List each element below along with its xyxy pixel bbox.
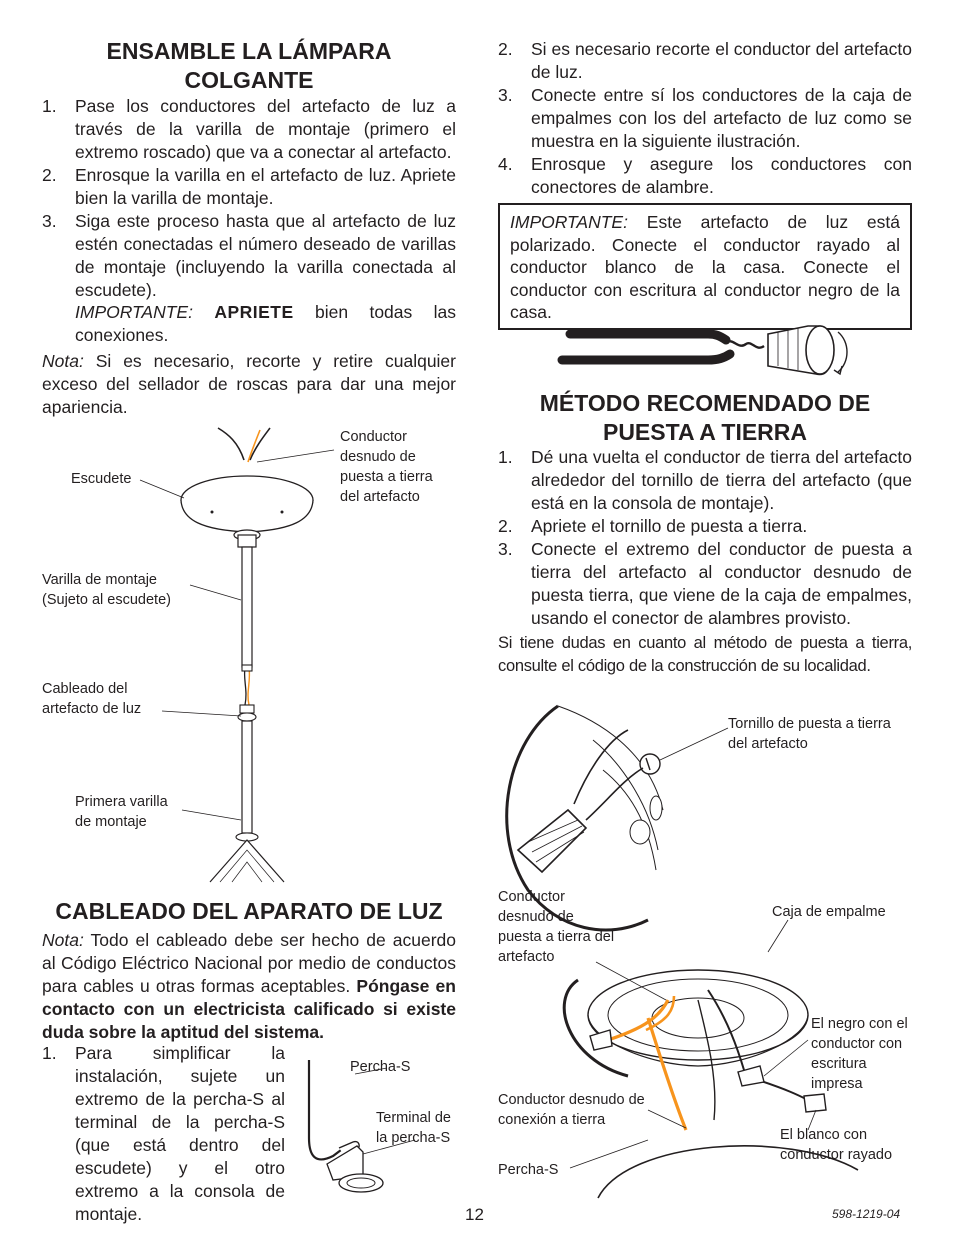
label-first-rod: Primera varilla de montaje [75, 794, 168, 830]
important-polarized-box: IMPORTANTE: Este artefacto de luz está polarizado. Conecte el conductor rayado al conductor blanco de la casa. Conecte el conductor con escritura al conductor negro de la casa. [498, 203, 912, 330]
list-item: 2. Si es necesario recorte el conductor del artefacto de luz. [498, 39, 912, 82]
label-s-hook-right: Percha-S [498, 1162, 559, 1178]
label-s-hook: Percha-S [350, 1059, 411, 1075]
label-mounting-rod: Varilla de montaje (Sujeto al escudete) [42, 572, 171, 608]
label-escudete: Escudete [71, 471, 132, 487]
list-item: 4. Enrosque y asegure los conductores con conectores de alambre. [498, 154, 912, 197]
list-item: 3. Conecte el extremo del conductor de puesta a tierra del artefacto al conductor desnudo de puesta tierra, que viene de la caja de empalmes, usando el conector de alambres provisto. [498, 539, 912, 628]
label-junction-box: Caja de empalme [772, 904, 886, 920]
list-item: 1. Pase los conductores del artefacto de luz a través de la varilla de montaje (primero el extremo roscado) que va a conectar al artefacto. [42, 96, 456, 162]
important-note: IMPORTANTE: APRIETE bien todas las conexiones. [75, 302, 456, 345]
label-ground-screw: Tornillo de puesta a tierra del artefacto [728, 716, 891, 752]
list-item: 3. Conecte entre sí los conductores de la caja de empalmes con los del artefacto de luz como se muestra en la siguiente ilustración. [498, 85, 912, 151]
label-black-wire: El negro con el conductor con escritura impresa [811, 1016, 908, 1092]
grounding-steps [498, 446, 912, 630]
wiring-steps [498, 38, 912, 199]
wire-connector-figure [558, 320, 868, 390]
list-item: 1. Dé una vuelta el conductor de tierra del artefacto alrededor del tornillo de tierra del artefacto (que está en la consola de montaje). [498, 447, 912, 513]
grounding-note: Si tiene dudas en cuanto al método de puesta a tierra, consulte el código de la construcción de su localidad. [498, 634, 912, 675]
nota-sealant: Nota: Si es necesario, recorte y retire cualquier exceso del sellador de roscas para dar una mejor apariencia. [42, 351, 456, 417]
label-s-hook-terminal: Terminal de la percha-S [376, 1110, 451, 1146]
list-item: 2. Apriete el tornillo de puesta a tierra. [498, 516, 808, 536]
page-number: 12 [465, 1205, 484, 1224]
list-item: 3. Siga este proceso hasta que al artefacto de luz estén conectadas el número deseado de varillas de montaje (incluyendo la varilla conectada al escudete). [42, 211, 456, 300]
label-bare-ground: Conductor desnudo de conexión a tierra [498, 1092, 645, 1128]
label-bare-fixture-conductor: Conductor desnudo de puesta a tierra del artefacto [498, 889, 615, 965]
document-code: 598-1219-04 [832, 1207, 901, 1221]
list-item: 2. Enrosque la varilla en el artefacto de luz. Apriete bien la varilla de montaje. [42, 165, 456, 208]
section-title-grounding: MÉTODO RECOMENDADO DE PUESTA A TIERRA [539, 390, 871, 445]
label-ground-conductor: Conductor desnudo de puesta a tierra del artefacto [340, 429, 433, 505]
assemble-steps [42, 95, 456, 302]
label-fixture-wiring: Cableado del artefacto de luz [42, 681, 142, 717]
list-item: 1. Para simplificar la instalación, sujete un extremo de la percha-S al terminal de la percha-S (que está dentro del escudete) y el otro extremo a la consola de montaje. [42, 1043, 285, 1224]
label-white-wire: El blanco con conductor rayado [780, 1127, 893, 1163]
section-title-assemble: ENSAMBLE LA LÁMPARA COLGANTE [106, 38, 392, 93]
nota-electrical-code: Nota: Todo el cableado debe ser hecho de acuerdo al Código Eléctrico Nacional por medio de conductos para cables u otras formas aceptables. Póngase en contacto con un electricista calificado si existe duda sobre la aptitud del sistema. [42, 930, 457, 1042]
section-title-wiring: CABLEADO DEL APARATO DE LUZ [55, 898, 443, 924]
